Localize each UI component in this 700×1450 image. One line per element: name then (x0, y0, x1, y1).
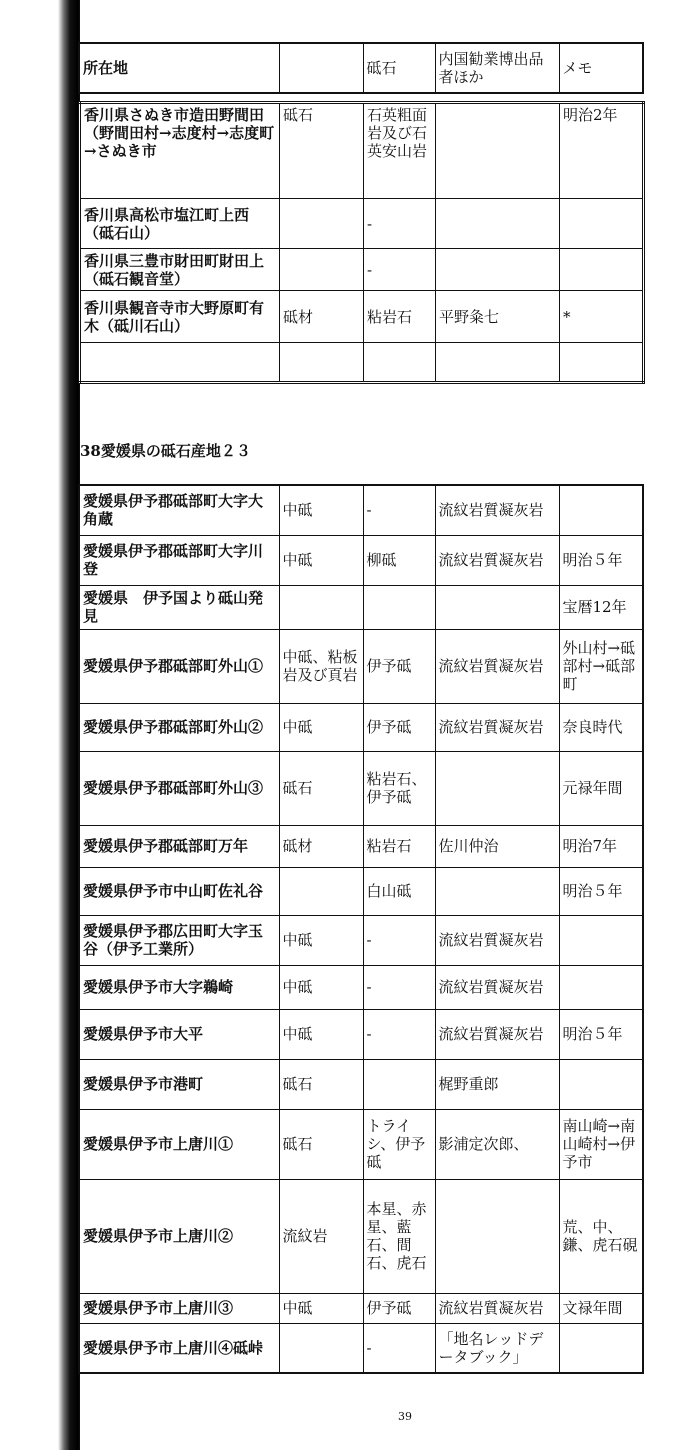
whetstone-cell: - (364, 249, 436, 291)
memo-cell (560, 343, 644, 383)
scan-edge (0, 0, 80, 1450)
location-cell: 愛媛県伊予市上唐川② (79, 1179, 279, 1293)
location-cell: 愛媛県伊予市港町 (79, 1059, 279, 1109)
type-cell: 砥石 (279, 1109, 363, 1179)
whetstone-cell: - (363, 965, 435, 1009)
type-cell: 砥材 (279, 825, 363, 867)
location-cell: 愛媛県伊予郡砥部町外山③ (79, 751, 279, 825)
location-cell: 愛媛県伊予郡砥部町万年 (79, 825, 279, 867)
header-exhibitor: 内国勧業博出品者ほか (435, 43, 559, 93)
exhibitor-cell: 流紋岩質凝灰岩 (435, 915, 559, 965)
memo-cell: 明治５年 (559, 867, 643, 915)
whetstone-cell: 石英粗面岩及び石英安山岩 (364, 103, 436, 199)
exhibitor-cell: 流紋岩質凝灰岩 (435, 1009, 559, 1059)
type-cell: 中砥、粘板岩及び頁岩 (279, 629, 363, 703)
memo-cell: 明治7年 (559, 825, 643, 867)
type-cell (280, 343, 364, 383)
whetstone-cell: 柳砥 (363, 535, 435, 585)
whetstone-cell (363, 1059, 435, 1109)
location-cell (80, 343, 280, 383)
type-cell: 中砥 (279, 965, 363, 1009)
location-cell: 愛媛県伊予市大平 (79, 1009, 279, 1059)
whetstone-cell: 粘岩石 (363, 825, 435, 867)
memo-cell (559, 1323, 643, 1373)
exhibitor-cell (435, 867, 559, 915)
memo-cell: 文禄年間 (559, 1293, 643, 1323)
location-cell: 愛媛県伊予市中山町佐礼谷 (79, 867, 279, 915)
whetstone-cell: - (363, 1323, 435, 1373)
exhibitor-cell: 流紋岩質凝灰岩 (435, 703, 559, 751)
memo-cell: 明治５年 (559, 535, 643, 585)
type-cell: 砥材 (280, 291, 364, 343)
type-cell (280, 199, 364, 249)
exhibitor-cell: 流紋岩質凝灰岩 (435, 1293, 559, 1323)
exhibitor-cell: 平野粂七 (436, 291, 560, 343)
exhibitor-cell (435, 751, 559, 825)
ehime-table (78, 484, 644, 1374)
exhibitor-cell: 流紋岩質凝灰岩 (435, 485, 559, 535)
memo-cell: 奈良時代 (559, 703, 643, 751)
header-whetstone: 砥石 (363, 43, 435, 93)
type-cell: 砥石 (279, 1059, 363, 1109)
header-memo: メモ (559, 43, 643, 93)
exhibitor-cell: 佐川仲治 (435, 825, 559, 867)
whetstone-cell: トライシ、伊予砥 (363, 1109, 435, 1179)
whetstone-cell: 伊予砥 (363, 1293, 435, 1323)
exhibitor-cell: 梶野重郎 (435, 1059, 559, 1109)
whetstone-cell: - (363, 485, 435, 535)
exhibitor-cell (436, 343, 560, 383)
memo-cell: 元禄年間 (559, 751, 643, 825)
memo-cell (559, 915, 643, 965)
exhibitor-cell: 流紋岩質凝灰岩 (435, 629, 559, 703)
memo-cell: 荒、中、鎌、虎石硯 (559, 1179, 643, 1293)
memo-cell (559, 485, 643, 535)
location-cell: 愛媛県伊予市上唐川④砥峠 (79, 1323, 279, 1373)
type-cell: 中砥 (279, 703, 363, 751)
memo-cell: 明治５年 (559, 1009, 643, 1059)
whetstone-cell (363, 585, 435, 629)
type-cell (280, 249, 364, 291)
location-cell: 愛媛県伊予郡砥部町外山① (79, 629, 279, 703)
whetstone-cell: - (364, 199, 436, 249)
type-cell: 中砥 (279, 1293, 363, 1323)
exhibitor-cell (436, 249, 560, 291)
whetstone-cell (364, 343, 436, 383)
location-cell: 愛媛県伊予郡広田町大字玉谷（伊予工業所） (79, 915, 279, 965)
type-cell: 中砥 (279, 1009, 363, 1059)
exhibitor-cell (435, 1179, 559, 1293)
header-location: 所在地 (79, 43, 279, 93)
type-cell: 砥石 (279, 751, 363, 825)
header-col-1 (279, 43, 363, 93)
kagawa-table (78, 101, 645, 384)
location-cell: 香川県高松市塩江町上西（砥石山） (80, 199, 280, 249)
type-cell (279, 867, 363, 915)
type-cell: 中砥 (279, 915, 363, 965)
type-cell: 砥石 (280, 103, 364, 199)
location-cell: 愛媛県伊予市上唐川① (79, 1109, 279, 1179)
memo-cell: * (560, 291, 644, 343)
type-cell: 流紋岩 (279, 1179, 363, 1293)
exhibitor-cell (436, 199, 560, 249)
exhibitor-cell: 流紋岩質凝灰岩 (435, 535, 559, 585)
location-cell: 愛媛県伊予郡砥部町大字大角蔵 (79, 485, 279, 535)
location-cell: 愛媛県 伊予国より砥山発見 (79, 585, 279, 629)
memo-cell (559, 965, 643, 1009)
type-cell (279, 585, 363, 629)
location-cell: 愛媛県伊予市上唐川③ (79, 1293, 279, 1323)
whetstone-cell: 伊予砥 (363, 629, 435, 703)
whetstone-cell: - (363, 915, 435, 965)
type-cell (279, 1323, 363, 1373)
location-cell: 愛媛県伊予郡砥部町外山② (79, 703, 279, 751)
whetstone-cell: - (363, 1009, 435, 1059)
whetstone-cell: 本星、赤星、藍石、間石、虎石 (363, 1179, 435, 1293)
type-cell: 中砥 (279, 485, 363, 535)
memo-cell (560, 249, 644, 291)
exhibitor-cell (436, 103, 560, 199)
memo-cell: 外山村→砥部村→砥部町 (559, 629, 643, 703)
header-table (78, 42, 644, 94)
exhibitor-cell: 「地名レッドデータブック」 (435, 1323, 559, 1373)
whetstone-cell: 白山砥 (363, 867, 435, 915)
exhibitor-cell (435, 585, 559, 629)
location-cell: 香川県観音寺市大野原町有木（砥川石山） (80, 291, 280, 343)
type-cell: 中砥 (279, 535, 363, 585)
location-cell: 愛媛県伊予郡砥部町大字川登 (79, 535, 279, 585)
memo-cell (560, 199, 644, 249)
location-cell: 香川県さぬき市造田野間田（野間田村→志度村→志度町→さぬき市 (80, 103, 280, 199)
exhibitor-cell: 流紋岩質凝灰岩 (435, 965, 559, 1009)
memo-cell: 宝暦12年 (559, 585, 643, 629)
location-cell: 愛媛県伊予市大字鵜崎 (79, 965, 279, 1009)
location-cell: 香川県三豊市財田町財田上（砥石観音堂） (80, 249, 280, 291)
whetstone-cell: 粘岩石、伊予砥 (363, 751, 435, 825)
section-title: 38愛媛県の砥石産地２３ (80, 442, 251, 460)
whetstone-cell: 伊予砥 (363, 703, 435, 751)
memo-cell: 南山崎→南山崎村→伊予市 (559, 1109, 643, 1179)
whetstone-cell: 粘岩石 (364, 291, 436, 343)
page-number: 39 (398, 1410, 412, 1423)
memo-cell (559, 1059, 643, 1109)
exhibitor-cell: 影浦定次郎、 (435, 1109, 559, 1179)
memo-cell: 明治2年 (560, 103, 644, 199)
